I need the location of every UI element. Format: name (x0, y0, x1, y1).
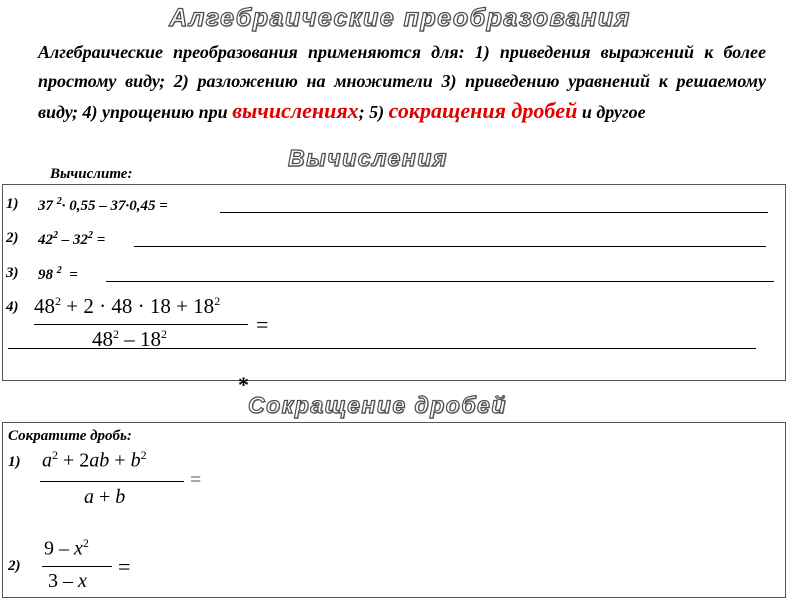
intro-text-1: Алгебраические преобразования применяются для: 1) приведения выражений к более простому виду; 2) разложению на множители 3) приведению уравнений к решаемому виду; 4) упрощению при (38, 42, 766, 122)
reduce-item-2-equals: = (118, 554, 131, 579)
calc-item-1-expr: 37 $^2$· 0,55 – 37·0,45 = (38, 196, 168, 214)
calc-title: Вычисления (288, 145, 448, 171)
reduce-prompt: Сократите дробь: (8, 428, 132, 444)
calc-prompt: Вычислите: (50, 166, 133, 182)
calc-item-4-denominator: $48^2 - 18^2$ (92, 327, 167, 351)
intro-text-2: ; 5) (358, 102, 389, 122)
reduce-item-2-denominator: 3 – x (48, 570, 87, 592)
main-title: Алгебраические преобразования (169, 4, 631, 32)
intro-highlight-1: вычислениях (232, 98, 359, 123)
calc-item-4-equals: = (256, 312, 269, 337)
reduce-item-1-numerator: $a^2 + 2ab + b^2$ (42, 448, 147, 472)
calc-item-3-expr: 98 $^2$ = (38, 265, 78, 283)
calc-item-4-numerator: $48^2 + 2 \cdot 48 \cdot 18 + 18^2$ (34, 294, 221, 318)
intro-paragraph (38, 38, 766, 127)
reduce-item-1-equals: = (190, 469, 202, 491)
asterisk-mark: * (238, 372, 249, 397)
reduce-item-1-fraction-bar (40, 481, 184, 482)
reduce-item-1-number: 1) (8, 454, 21, 470)
calc-item-4-answer-line[interactable] (8, 348, 756, 349)
intro-text-3: и другое (577, 102, 646, 122)
reduce-item-1-denominator: a + b (84, 486, 126, 508)
calc-item-3-answer-line[interactable] (106, 281, 774, 282)
intro-highlight-2: сокращения дробей (388, 98, 578, 123)
calc-item-2-expr: $42^2 - 32^2$ = (38, 230, 106, 248)
calc-item-1-number: 1) (6, 196, 19, 212)
calc-item-4-fraction-bar (34, 324, 248, 325)
reduce-title: Сокращение дробей (248, 392, 507, 418)
calc-item-1-answer-line[interactable] (220, 212, 768, 213)
calc-item-4-number: 4) (6, 299, 19, 315)
reduce-item-2-numerator: $9 - x^2$ (44, 536, 89, 560)
calc-item-2-answer-line[interactable] (134, 246, 766, 247)
calc-item-2-number: 2) (6, 230, 19, 246)
calc-item-3-number: 3) (6, 265, 19, 281)
reduce-item-2-number: 2) (8, 558, 21, 574)
reduce-item-2-fraction-bar (42, 566, 112, 567)
